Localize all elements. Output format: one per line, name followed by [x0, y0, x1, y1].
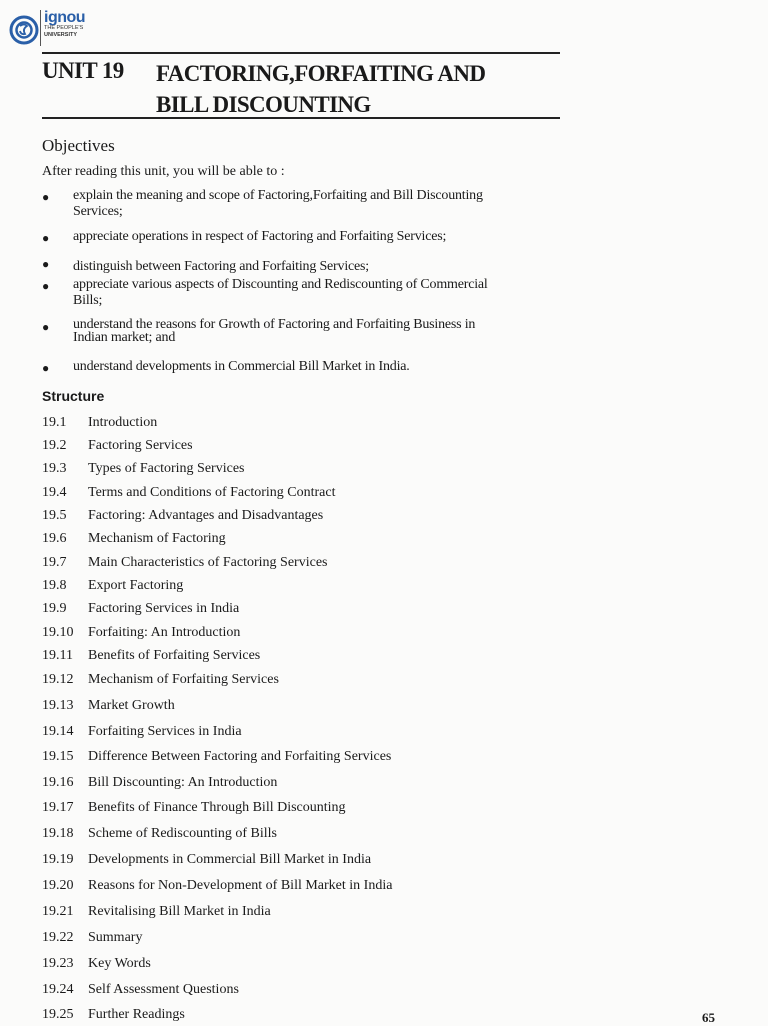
ignou-logo: [8, 10, 128, 46]
toc-title: Benefits of Forfaiting Services: [88, 648, 261, 663]
toc-number: 19.18: [42, 826, 74, 841]
toc-number: 19.1: [42, 415, 67, 430]
toc-item: [42, 648, 542, 666]
toc-number: 19.13: [42, 698, 74, 713]
structure-heading: Structure: [42, 388, 105, 404]
toc-number: 19.21: [42, 904, 74, 919]
toc-number: 19.5: [42, 508, 67, 523]
toc-item: [42, 800, 542, 818]
bullet-line: distinguish between Factoring and Forfaiting Services;: [73, 259, 369, 274]
toc-number: 19.17: [42, 800, 74, 815]
toc-title: Forfaiting: An Introduction: [88, 625, 241, 640]
toc-title: Mechanism of Forfaiting Services: [88, 672, 279, 687]
toc-title: Export Factoring: [88, 578, 184, 593]
bullet-line: Bills;: [73, 293, 103, 308]
unit-title-line2: BILL DISCOUNTING: [156, 92, 371, 117]
toc-number: 19.15: [42, 749, 74, 764]
toc-item: [42, 698, 542, 716]
toc-title: Factoring: Advantages and Disadvantages: [88, 508, 324, 523]
bullet-icon: ●: [42, 361, 50, 375]
toc-title: Market Growth: [88, 698, 175, 713]
toc-item: [42, 625, 542, 643]
logo-university: UNIVERSITY: [44, 32, 78, 38]
toc-item: [42, 508, 542, 526]
bullet-text: [73, 188, 543, 220]
toc-item: [42, 749, 542, 767]
toc-title: Self Assessment Questions: [88, 982, 239, 997]
ignou-emblem-icon: [8, 14, 40, 46]
toc-number: 19.22: [42, 930, 74, 945]
toc-item: [42, 904, 542, 922]
toc-item: [42, 826, 542, 844]
logo-name: ignou: [44, 9, 86, 26]
bullet-icon: ●: [42, 279, 50, 293]
toc-title: Mechanism of Factoring: [88, 531, 226, 546]
toc-title: Developments in Commercial Bill Market in India: [88, 852, 372, 867]
toc-number: 19.3: [42, 461, 67, 476]
bullet-text: [73, 229, 543, 245]
bullet-text: [73, 318, 543, 344]
toc-number: 19.11: [42, 648, 73, 663]
toc-number: 19.10: [42, 625, 74, 640]
bullet-text: [73, 359, 543, 375]
toc-number: 19.14: [42, 724, 74, 739]
page-number: 65: [702, 1010, 715, 1025]
toc-number: 19.4: [42, 485, 67, 500]
toc-title: Revitalising Bill Market in India: [88, 904, 271, 919]
bullet-line: understand developments in Commercial Bill Market in India.: [73, 359, 410, 374]
toc-title: Terms and Conditions of Factoring Contract: [88, 485, 336, 500]
bullet-line: explain the meaning and scope of Factoring,Forfaiting and Bill Discounting: [73, 188, 483, 203]
toc-item: [42, 485, 542, 503]
toc-item: [42, 415, 542, 433]
toc-title: Reasons for Non-Development of Bill Market in India: [88, 878, 393, 893]
bullet-text: [73, 259, 543, 275]
toc-number: 19.19: [42, 852, 74, 867]
toc-number: 19.24: [42, 982, 74, 997]
bullet-icon: ●: [42, 231, 50, 245]
toc-title: Further Readings: [88, 1007, 185, 1022]
toc-item: [42, 438, 542, 456]
toc-number: 19.6: [42, 531, 67, 546]
bullet-line: appreciate various aspects of Discounting and Rediscounting of Commercial: [73, 277, 488, 292]
toc-title: Bill Discounting: An Introduction: [88, 775, 278, 790]
logo-tagline: THE PEOPLE'S: [44, 25, 84, 31]
bullet-line: Services;: [73, 204, 123, 219]
toc-title: Types of Factoring Services: [88, 461, 245, 476]
objectives-heading: Objectives: [42, 136, 115, 155]
toc-number: 19.2: [42, 438, 67, 453]
unit-title-line1: FACTORING,FORFAITING AND: [156, 61, 486, 86]
toc-number: 19.8: [42, 578, 67, 593]
toc-item: [42, 531, 542, 549]
bullet-line: Indian market; and: [73, 330, 176, 345]
toc-number: 19.20: [42, 878, 74, 893]
title-top-rule: [42, 52, 560, 54]
toc-title: Scheme of Rediscounting of Bills: [88, 826, 277, 841]
toc-item: [42, 982, 542, 1000]
toc-item: [42, 878, 542, 896]
toc-item: [42, 1007, 542, 1025]
toc-item: [42, 775, 542, 793]
toc-title: Factoring Services: [88, 438, 193, 453]
logo-wordmark: [40, 10, 85, 46]
toc-number: 19.7: [42, 555, 67, 570]
bullet-line: understand the reasons for Growth of Factoring and Forfaiting Business in: [73, 317, 476, 332]
unit-number: UNIT 19: [42, 58, 124, 83]
toc-item: [42, 461, 542, 479]
bullet-icon: ●: [42, 320, 50, 334]
toc-number: 19.25: [42, 1007, 74, 1022]
toc-title: Introduction: [88, 415, 158, 430]
toc-title: Main Characteristics of Factoring Services: [88, 555, 328, 570]
toc-number: 19.12: [42, 672, 74, 687]
bullet-icon: ●: [42, 190, 50, 204]
toc-item: [42, 956, 542, 974]
toc-title: Difference Between Factoring and Forfaiting Services: [88, 749, 392, 764]
bullet-line: appreciate operations in respect of Factoring and Forfaiting Services;: [73, 229, 447, 244]
toc-item: [42, 578, 542, 596]
bullet-icon: ●: [42, 257, 50, 271]
toc-title: Forfaiting Services in India: [88, 724, 242, 739]
toc-number: 19.16: [42, 775, 74, 790]
toc-item: [42, 555, 542, 573]
toc-item: [42, 852, 542, 870]
objectives-intro: After reading this unit, you will be able to :: [42, 164, 285, 179]
toc-number: 19.23: [42, 956, 74, 971]
toc-title: Summary: [88, 930, 143, 945]
toc-item: [42, 724, 542, 742]
toc-item: [42, 930, 542, 948]
bullet-text: [73, 277, 543, 309]
toc-title: Benefits of Finance Through Bill Discounting: [88, 800, 346, 815]
toc-title: Key Words: [88, 956, 151, 971]
toc-title: Factoring Services in India: [88, 601, 240, 616]
toc-item: [42, 672, 542, 690]
toc-item: [42, 601, 542, 619]
unit-title: [156, 58, 556, 120]
title-bottom-rule: [42, 117, 560, 119]
toc-number: 19.9: [42, 601, 67, 616]
